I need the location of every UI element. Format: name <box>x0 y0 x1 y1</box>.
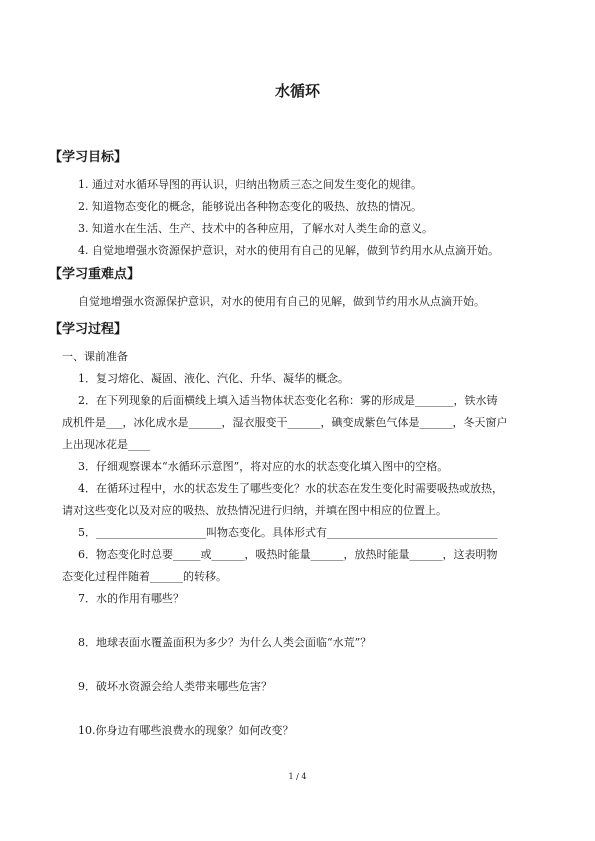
goal-item: 2. 知道物态变化的概念，能够说出各种物态变化的吸热、放热的情况。 <box>78 200 422 213</box>
process-heading: 【学习过程】 <box>49 322 128 337</box>
part-heading: 一、课前准备 <box>62 350 128 363</box>
question-2-line-2: 成机件是___，冰化成水是______，湿衣服变干______，碘变成紫色气体是______，冬天窗户 <box>62 416 508 429</box>
goal-item: 4. 自觉地增强水资源保护意识，对水的使用有自己的见解，做到节约用水从点滴开始。 <box>78 244 499 257</box>
question-4-line-2: 请对这些变化以及对应的吸热、放热情况进行归纳，并填在图中相应的位置上。 <box>62 504 447 517</box>
question-6-line-2: 态变化过程伴随着______的转移。 <box>62 570 227 583</box>
question-9: 9．破坏水资源会给人类带来哪些危害？ <box>78 680 272 693</box>
question-8: 8．地球表面水覆盖面积为多少？为什么人类会面临“水荒”？ <box>78 636 372 649</box>
question-6-line-1: 6．物态变化时总要_____或______，吸热时能量______，放热时能量______，这表明物 <box>78 548 498 561</box>
question-5: 5．____________________叫物态变化。具体形式有_______________________________ <box>78 526 498 539</box>
question-4-line-1: 4．在循环过程中，水的状态发生了哪些变化？水的状态在发生变化时需要吸热或放热， <box>78 482 503 495</box>
goal-item: 3. 知道水在生活、生产、技术中的各种应用，了解水对人类生命的意义。 <box>78 222 433 235</box>
question-10: 10.你身边有哪些浪费水的现象？如何改变？ <box>78 724 294 737</box>
question-3: 3．仔细观察课本“水循环示意图”，将对应的水的状态变化填入图中的空格。 <box>78 460 449 473</box>
question-1: 1．复习熔化、凝固、液化、汽化、升华、凝华的概念。 <box>78 372 349 385</box>
goal-item: 1. 通过对水循环导图的再认识，归纳出物质三态之间发生变化的规律。 <box>78 178 422 191</box>
page-number: 1 / 4 <box>288 772 307 781</box>
key-points-heading: 【学习重难点】 <box>49 267 141 282</box>
question-2-line-1: 2．在下列现象的后面横线上填入适当物体状态变化名称：雾的形成是_______，铁水铸 <box>78 394 498 407</box>
page-title: 水循环 <box>274 82 320 100</box>
question-7: 7．水的作用有哪些？ <box>78 592 184 605</box>
question-2-line-3: 上出现冰花是____ <box>62 438 150 451</box>
goals-heading: 【学习目标】 <box>49 150 128 165</box>
key-points-text: 自觉地增强水资源保护意识，对水的使用有自己的见解，做到节约用水从点滴开始。 <box>78 295 485 308</box>
